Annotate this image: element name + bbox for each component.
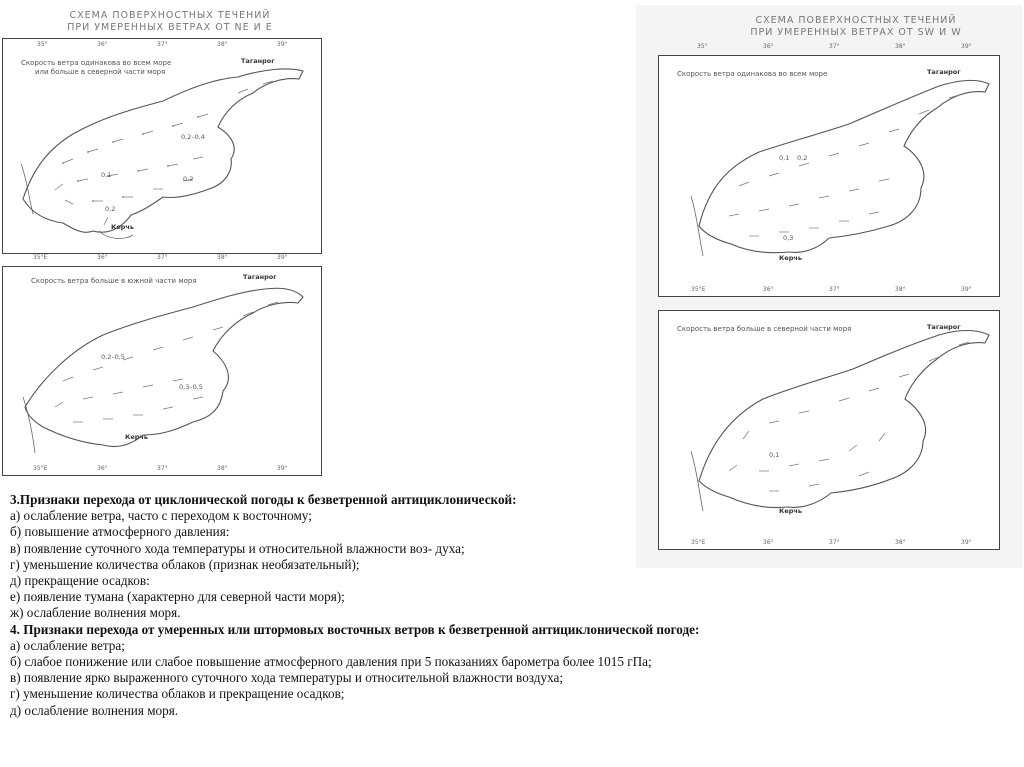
left-map-bottom-sea [3,267,320,474]
city-kerch: Керчь [111,223,134,231]
city-taganrog: Таганрог [243,273,277,281]
tick-left-map-bottom-low-1: 35°E [33,465,48,472]
tick-right-map-bottom-low-1: 35°E [691,539,706,546]
section3-item: д) прекращение осадков: [10,573,150,589]
section3-item: ж) ослабление волнения моря. [10,605,181,621]
tick-right-map-bottom-low-4: 38° [895,539,906,546]
tick-right-map-top-3: 37° [829,43,840,50]
tick-right-map-top-2: 36° [763,43,774,50]
section3-item: г) уменьшение количества облаков (признак необязательный); [10,556,360,572]
right-map-top [658,43,1000,297]
section3-item: б) повышение атмосферного давления: [10,524,230,540]
city-taganrog: Таганрог [927,323,961,331]
tick-left-map-top-4: 38° [217,41,228,48]
current-speed-label: 0,2 [797,154,808,162]
tick-left-map-bottom-3: 37° [157,254,168,261]
current-speed-label: 0,2–0,4 [181,133,205,141]
section4-item: а) ослабление ветра; [10,637,125,653]
tick-left-map-top-3: 37° [157,41,168,48]
tick-right-map-top-5: 39° [961,43,972,50]
right-current-figure [636,5,1022,568]
left-current-figure [0,0,330,488]
current-speed-label: 0,1 [101,171,112,179]
tick-left-map-top-2: 36° [97,41,108,48]
tick-right-map-bottom-low-2: 36° [763,539,774,546]
section4-item: в) появление ярко выраженного суточного хода температуры и относительной влажности воздуха; [10,670,564,686]
section4-item: г) уменьшение количества облаков и прекращение осадков; [10,686,345,702]
right-figure-title-line1: СХЕМА ПОВЕРХНОСТНЫХ ТЕЧЕНИЙ [755,15,957,26]
tick-left-map-bottom-2: 36° [97,254,108,261]
left-figure-title-line2: ПРИ УМЕРЕННЫХ ВЕТРАХ ОТ NE И E [67,22,273,33]
tick-right-map-bottom-low-5: 39° [961,539,972,546]
right-map-top-sea [659,56,998,295]
right-figure-title [716,15,996,39]
left-map-top-note [21,59,171,77]
right-map-bottom-note: Скорость ветра больше в северной части моря [677,325,852,333]
left-map-bottom-note: Скорость ветра больше в южной части моря [31,277,197,285]
tick-left-map-top-5: 39° [277,41,288,48]
section4-heading: 4. Признаки перехода от умеренных или штормовых восточных ветров к безветренной антициклонической погоде: [10,621,700,637]
left-map-top-note-line1: Скорость ветра одинакова во всем море [21,59,172,67]
left-figure-title [30,10,310,34]
right-figure-title-line2: ПРИ УМЕРЕННЫХ ВЕТРАХ ОТ SW И W [750,27,962,38]
section4-item: д) ослабление волнения моря. [10,702,179,718]
weather-signs-text [10,492,890,719]
section3-item: а) ослабление ветра, часто с переходом к восточному; [10,508,312,524]
tick-right-map-top-low-1: 35°E [691,286,706,293]
section3-heading: 3.Признаки перехода от циклонической погоды к безветренной антициклонической: [10,492,517,507]
tick-right-map-top-4: 38° [895,43,906,50]
tick-left-map-top-1: 35° [37,41,48,48]
tick-left-map-bottom-5: 39° [277,254,288,261]
current-speed-label: 0,2–0,5 [101,353,125,361]
current-speed-label: 0,1 [769,451,780,459]
tick-right-map-top-1: 35° [697,43,708,50]
tick-right-map-bottom-low-3: 37° [829,539,840,546]
section4-item: б) слабое понижение или слабое повышение атмосферного давления при 5 показаниях барометра более 1015 гПа; [10,654,652,670]
current-speed-label: 0,3–0,5 [179,383,203,391]
left-map-top-note-line2: или больше в северной части моря [35,68,166,76]
tick-left-map-bottom-4: 38° [217,254,228,261]
tick-right-map-top-low-2: 36° [763,286,774,293]
tick-right-map-top-low-4: 38° [895,286,906,293]
tick-left-map-bottom-low-4: 38° [217,465,228,472]
left-figure-title-line1: СХЕМА ПОВЕРХНОСТНЫХ ТЕЧЕНИЙ [69,10,271,21]
section3-item: е) появление тумана (характерно для северной части моря); [10,589,345,605]
current-speed-label: 0,3 [783,234,794,242]
tick-right-map-top-low-5: 39° [961,286,972,293]
tick-left-map-bottom-low-5: 39° [277,465,288,472]
city-taganrog: Таганрог [927,68,961,76]
city-taganrog: Таганрог [241,57,275,65]
tick-left-map-bottom-low-2: 36° [97,465,108,472]
left-map-bottom [2,254,322,476]
current-speed-label: 0,2 [105,205,116,213]
current-speed-label: 0,2 [183,175,194,183]
city-kerch: Керчь [125,433,148,441]
section3-item: в) появление суточного хода температуры и относительной влажности воз- духа; [10,540,465,556]
tick-left-map-bottom-1: 35°E [33,254,48,261]
city-kerch: Керчь [779,507,802,515]
right-map-top-note: Скорость ветра одинакова во всем море [677,70,828,78]
left-map-top [2,38,322,254]
current-speed-label: 0,1 [779,154,790,162]
tick-right-map-top-low-3: 37° [829,286,840,293]
tick-left-map-bottom-low-3: 37° [157,465,168,472]
city-kerch: Керчь [779,254,802,262]
